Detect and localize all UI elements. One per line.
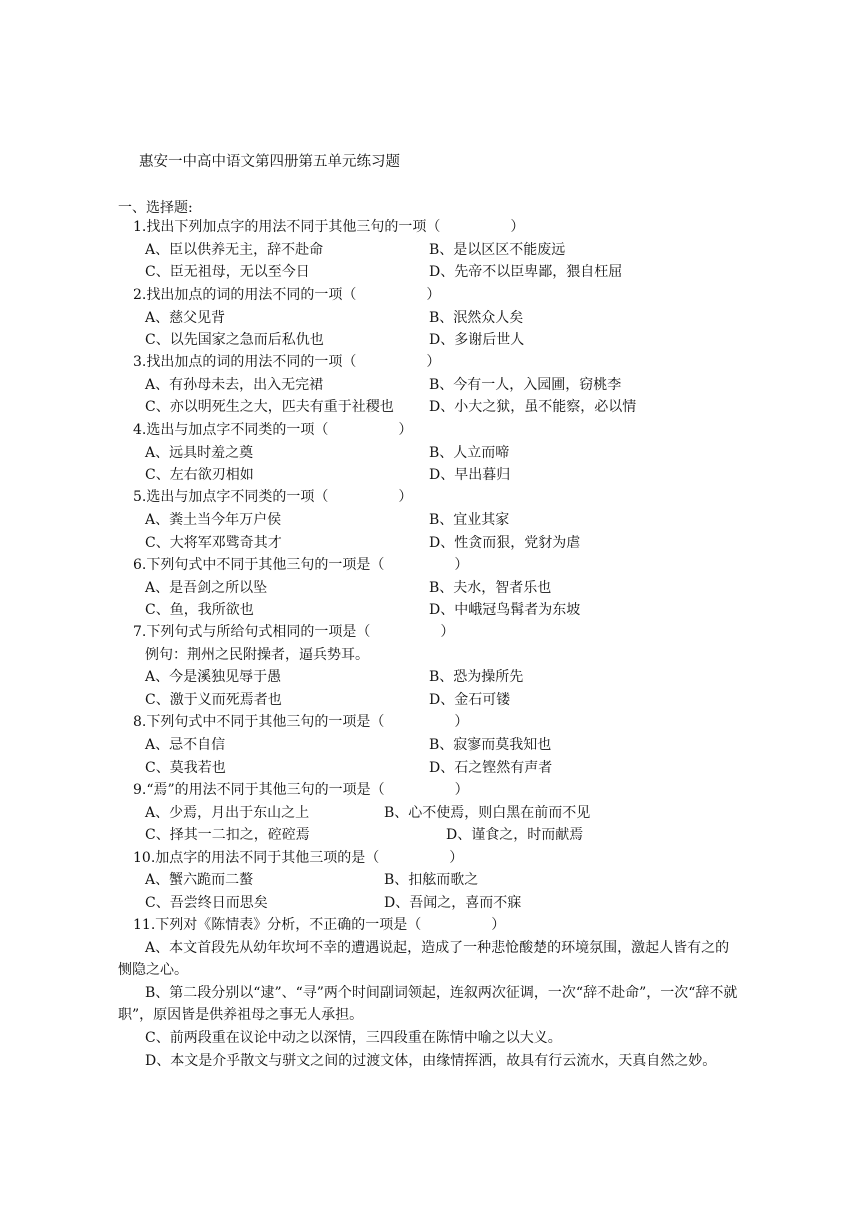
question-7-option-c: C、激于义而死焉者也 — [145, 692, 282, 708]
question-11-option-a: A、本文首段先从幼年坎坷不幸的遭遇说起，造成了一种悲怆酸楚的环境氛围，激起人皆有之的恻隐之心。 — [118, 940, 730, 978]
question-7-option-b: B、恐为操所先 — [429, 669, 524, 685]
question-3-stem: 3.找出加点的词的用法不同的一项（ ） — [133, 354, 441, 370]
question-2-option-d: D、多谢后世人 — [429, 332, 525, 348]
question-11-option-c: C、前两段重在议论中动之以深情，三四段重在陈情中喻之以大义。 — [145, 1030, 562, 1046]
question-2-option-b: B、泯然众人矣 — [429, 310, 524, 326]
question-1-option-c: C、臣无祖母，无以至今日 — [145, 264, 310, 280]
question-8-option-d: D、石之铿然有声者 — [429, 760, 553, 776]
question-1-stem: 1.找出下列加点字的用法不同于其他三句的一项（ ） — [133, 219, 525, 235]
question-5-option-b: B、宜业其家 — [429, 512, 510, 528]
question-4-option-a: A、远具时羞之奠 — [145, 445, 254, 461]
question-8-option-a: A、忌不自信 — [145, 737, 226, 753]
question-7-stem: 7.下列句式与所给句式相同的一项是（ ） — [133, 624, 455, 640]
question-9-option-c: C、择其一二扣之，硿硿焉 — [145, 827, 310, 843]
question-11-option-d: D、本文是介乎散文与骈文之间的过渡文体，由缘情挥洒，故具有行云流水，天真自然之妙。 — [145, 1053, 717, 1069]
question-7-option-a: A、今是溪独见辱于愚 — [145, 669, 282, 685]
question-10-option-d: D、吾闻之，喜而不寐 — [384, 895, 522, 911]
question-6-stem: 6.下列句式中不同于其他三句的一项是（ ） — [133, 557, 469, 573]
question-8-stem: 8.下列句式中不同于其他三句的一项是（ ） — [133, 714, 469, 730]
question-5-stem: 5.选出与加点字不同类的一项（ ） — [133, 489, 413, 505]
question-5-option-c: C、大将军邓骘奇其才 — [145, 535, 282, 551]
question-4-option-d: D、早出暮归 — [429, 467, 511, 483]
question-3-option-c: C、亦以明死生之大，匹夫有重于社稷也 — [145, 399, 394, 415]
question-9-option-a: A、少焉，月出于东山之上 — [145, 805, 310, 821]
question-1-option-a: A、臣以供养无主，辞不赴命 — [145, 242, 324, 258]
question-6-option-d: D、中峨冠鸟髯者为东坡 — [429, 602, 581, 618]
question-10-option-b: B、扣舷而歌之 — [384, 872, 479, 888]
question-4-option-c: C、左右欲刃相如 — [145, 467, 254, 483]
question-2-option-c: C、以先国家之急而后私仇也 — [145, 332, 324, 348]
document-title: 惠安一中高中语文第四册第五单元练习题 — [139, 154, 400, 170]
question-7-example: 例句：荆州之民附操者，逼兵势耳。 — [145, 647, 369, 663]
question-3-option-d: D、小大之狱，虽不能察，必以情 — [429, 399, 637, 415]
question-3-option-b: B、今有一人，入园圃，窃桃李 — [429, 377, 622, 393]
question-9-option-d: D、谨食之，时而献焉 — [446, 827, 584, 843]
question-1-option-b: B、是以区区不能废远 — [429, 242, 566, 258]
question-10-option-c: C、吾尝终日而思矣 — [145, 895, 268, 911]
question-9-option-b: B、心不使焉，则白黑在前而不见 — [384, 805, 591, 821]
question-10-stem: 10.加点字的用法不同于其他三项的是（ ） — [133, 850, 464, 866]
question-5-option-d: D、性贪而狠，党豺为虐 — [429, 535, 581, 551]
question-3-option-a: A、有孙母未去，出入无完裙 — [145, 377, 324, 393]
question-4-option-b: B、人立而啼 — [429, 445, 510, 461]
question-6-option-a: A、是吾剑之所以坠 — [145, 580, 268, 596]
question-9-stem: 9.“焉”的用法不同于其他三句的一项是（ ） — [133, 782, 469, 798]
question-8-option-b: B、寂寥而莫我知也 — [429, 737, 552, 753]
question-10-option-a: A、蟹六跪而二螯 — [145, 872, 254, 888]
question-2-option-a: A、慈父见背 — [145, 310, 226, 326]
question-11-stem: 11.下列对《陈情表》分析，不正确的一项是（ ） — [133, 917, 506, 933]
question-7-option-d: D、金石可镂 — [429, 692, 511, 708]
question-5-option-a: A、粪土当今年万户侯 — [145, 512, 282, 528]
question-11-option-b: B、第二段分别以“逮”、“寻”两个时间副词领起，连叙两次征调，一次“辞不赴命”，一次“辞不就职”，原因皆是供养祖母之事无人承担。 — [118, 985, 738, 1023]
question-1-option-d: D、先帝不以臣卑鄙，猥自枉屈 — [429, 264, 623, 280]
question-2-stem: 2.找出加点的词的用法不同的一项（ ） — [133, 287, 441, 303]
question-6-option-c: C、鱼，我所欲也 — [145, 602, 254, 618]
section-heading: 一、选择题: — [118, 200, 193, 216]
question-4-stem: 4.选出与加点字不同类的一项（ ） — [133, 422, 413, 438]
question-6-option-b: B、夫水，智者乐也 — [429, 580, 552, 596]
question-8-option-c: C、莫我若也 — [145, 760, 226, 776]
